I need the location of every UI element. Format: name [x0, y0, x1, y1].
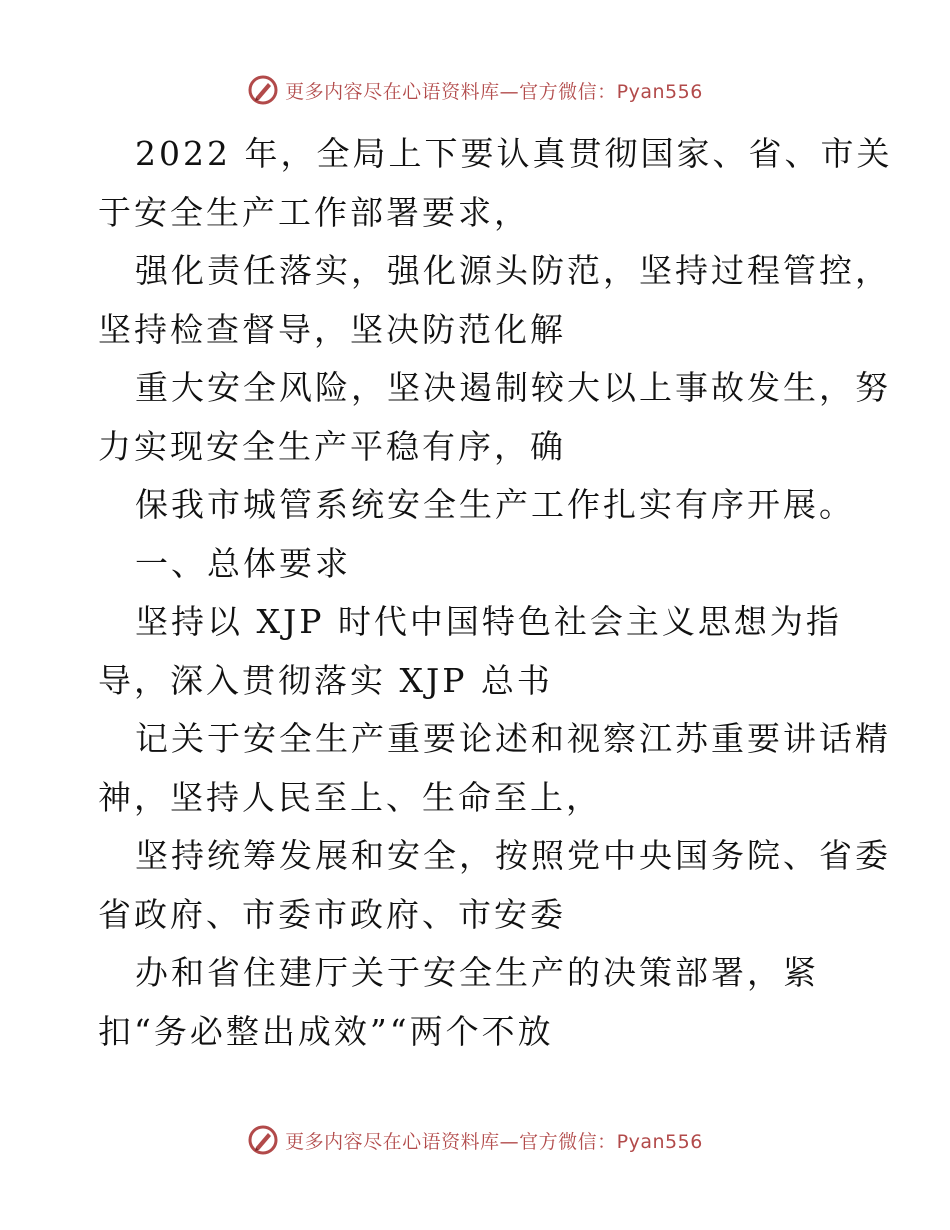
watermark-text: 更多内容尽在心语资料库—官方微信：Pyan556	[285, 1130, 703, 1153]
document-body	[98, 125, 893, 1061]
watermark-text: 更多内容尽在心语资料库—官方微信：Pyan556	[285, 80, 703, 103]
text-line: 2022 年，全局上下要认真贯彻国家、省、市关	[135, 134, 893, 173]
text-line: 保我市城管系统安全生产工作扎实有序开展。	[135, 485, 855, 524]
text-line: 坚持统筹发展和安全，按照党中央国务院、省委	[135, 836, 891, 875]
text-line: 省政府、市委市政府、市安委	[98, 894, 566, 934]
text-line: 于安全生产工作部署要求，	[98, 192, 530, 232]
text-line: 重大安全风险，坚决遏制较大以上事故发生，努	[135, 368, 891, 407]
text-line: 强化责任落实，强化源头防范，坚持过程管控，	[135, 251, 891, 290]
text-line: 办和省住建厅关于安全生产的决策部署，紧	[135, 953, 819, 992]
text-line: 一、总体要求	[135, 543, 351, 583]
footer-watermark	[0, 1120, 950, 1160]
text-line: 力实现安全生产平稳有序，确	[98, 426, 566, 466]
text-line: 神，坚持人民至上、生命至上，	[98, 777, 602, 817]
text-line: 导，深入贯彻落实 XJP 总书	[98, 660, 553, 700]
text-line: 扣“务必整出成效”“两个不放	[98, 1011, 554, 1051]
text-line: 坚持检查督导，坚决防范化解	[98, 309, 566, 349]
pen-logo-icon	[247, 74, 279, 106]
header-watermark	[0, 70, 950, 110]
text-line: 坚持以 XJP 时代中国特色社会主义思想为指	[135, 602, 842, 641]
pen-logo-icon	[247, 1124, 279, 1156]
text-line: 记关于安全生产重要论述和视察江苏重要讲话精	[135, 719, 891, 758]
